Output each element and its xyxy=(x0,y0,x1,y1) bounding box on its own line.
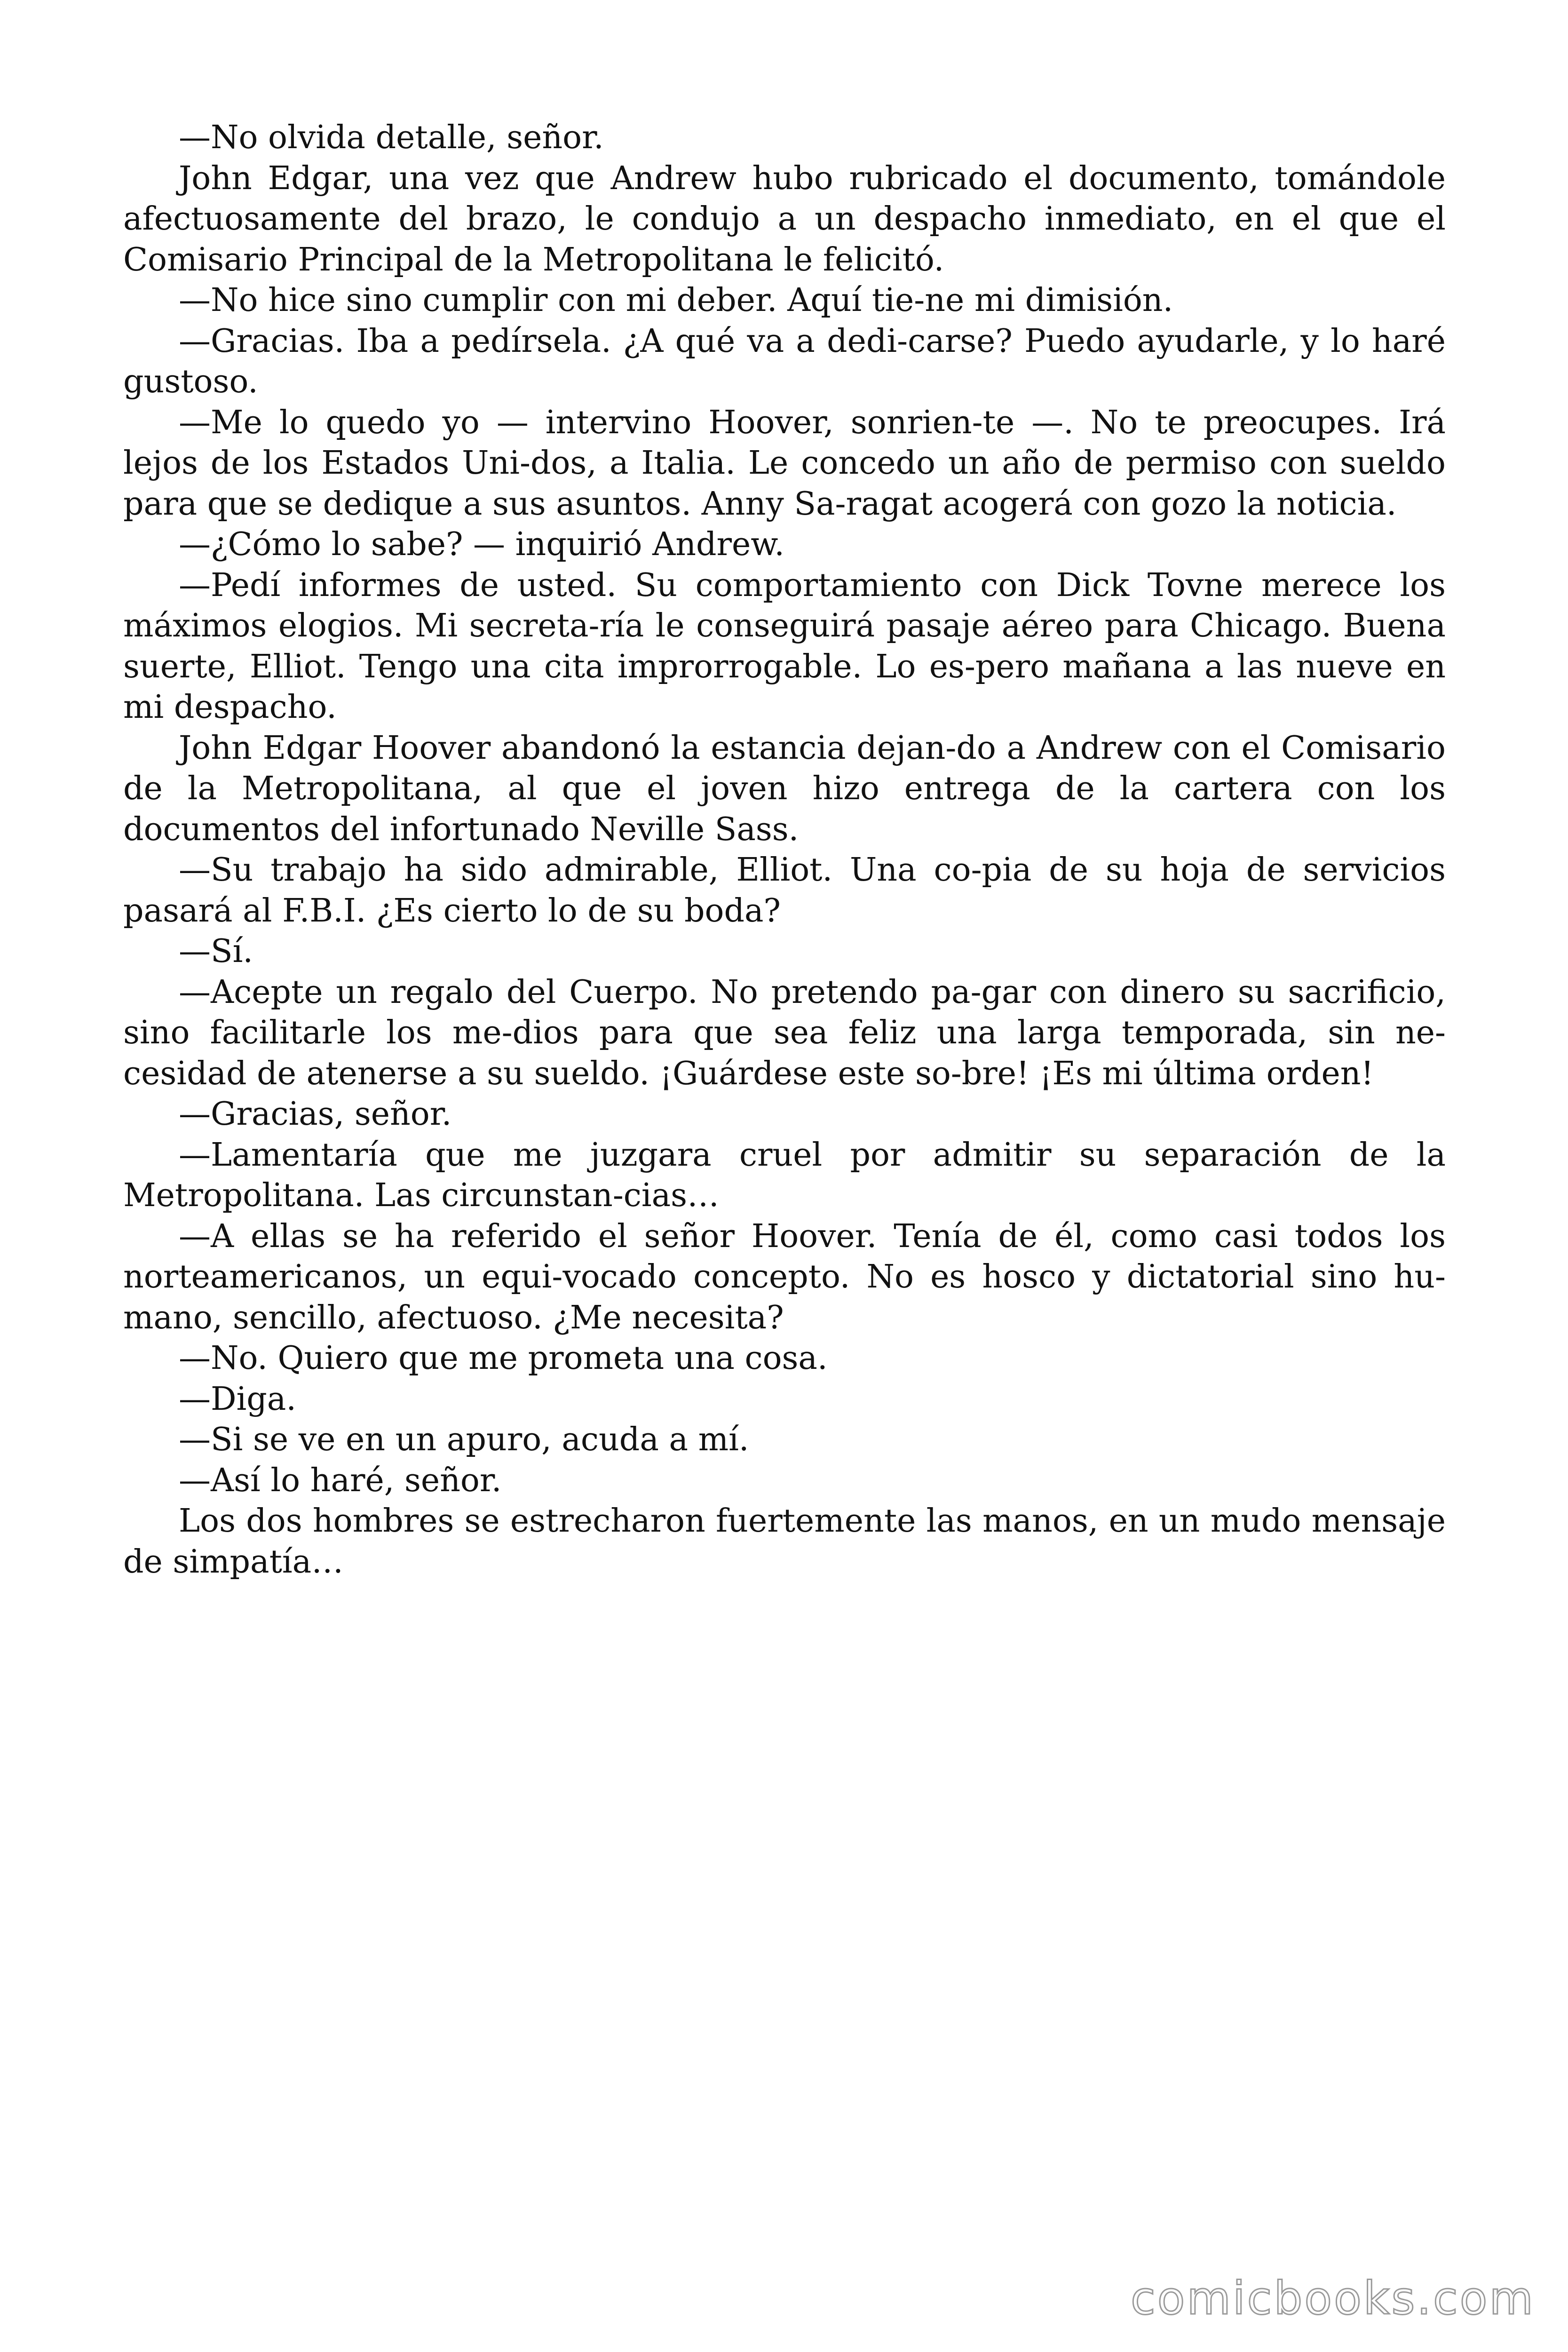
paragraph: —Sí. xyxy=(179,933,253,970)
paragraph: —Así lo haré, señor. xyxy=(179,1462,502,1499)
paragraph: —Su trabajo ha sido admirable, Elliot. Una co-pia de su hoja de servicios pasará al F.B.I. ¿Es cierto lo de su boda? xyxy=(123,851,1446,930)
paragraph: —Gracias, señor. xyxy=(179,1096,452,1133)
paragraph: —A ellas se ha referido el señor Hoover. Tenía de él, como casi todos los norteamericanos, un equi-vocado concepto. No es hosco y dictatorial sino hu-mano, sencillo, afectuoso. ¿Me necesita? xyxy=(123,1217,1446,1336)
paragraph: —Diga. xyxy=(179,1380,296,1418)
watermark: comicbooks.com xyxy=(1130,2272,1535,2325)
paragraph: —No olvida detalle, señor. xyxy=(179,119,604,156)
paragraph: Los dos hombres se estrecharon fuertemente las manos, en un mudo mensaje de simpatía… xyxy=(123,1502,1446,1581)
paragraph: —Gracias. Iba a pedírsela. ¿A qué va a dedi-carse? Puedo ayudarle, y lo haré gustoso. xyxy=(123,322,1446,400)
paragraph: —¿Cómo lo sabe? — inquirió Andrew. xyxy=(179,526,785,563)
paragraph: —Si se ve en un apuro, acuda a mí. xyxy=(179,1421,749,1458)
paragraph: —No hice sino cumplir con mi deber. Aquí tie-ne mi dimisión. xyxy=(179,282,1173,319)
paragraph: —Me lo quedo yo — intervino Hoover, sonrien-te —. No te preocupes. Irá lejos de los Estados Uni-dos, a Italia. Le concedo un año de permiso con sueldo para que se dedique a sus asuntos. Anny Sa-ragat acogerá con gozo la noticia. xyxy=(123,404,1446,523)
paragraph: —Pedí informes de usted. Su comportamiento con Dick Tovne merece los máximos elogios. Mi secreta-ría le conseguirá pasaje aéreo para Chicago. Buena suerte, Elliot. Tengo una cita improrrogable. Lo es-pero mañana a las nueve en mi despacho. xyxy=(123,566,1446,726)
body-text xyxy=(123,118,1446,1582)
paragraph: —No. Quiero que me prometa una cosa. xyxy=(179,1340,828,1377)
paragraph: —Acepte un regalo del Cuerpo. No pretendo pa-gar con dinero su sacrificio, sino facilitarle los me-dios para que sea feliz una larga temporada, sin ne-cesidad de atenerse a su sueldo. ¡Guárdese este so-bre! ¡Es mi última orden! xyxy=(123,973,1446,1092)
paragraph: John Edgar Hoover abandonó la estancia dejan-do a Andrew con el Comisario de la Metropolitana, al que el joven hizo entrega de la cartera con los documentos del infortunado Neville Sass. xyxy=(123,729,1446,848)
paragraph: —Lamentaría que me juzgara cruel por admitir su separación de la Metropolitana. Las circunstan-cias… xyxy=(123,1136,1446,1214)
paragraph: John Edgar, una vez que Andrew hubo rubricado el documento, tomándole afectuosamente del brazo, le condujo a un despacho inmediato, en el que el Comisario Principal de la Metropolitana le felicitó. xyxy=(123,159,1446,278)
